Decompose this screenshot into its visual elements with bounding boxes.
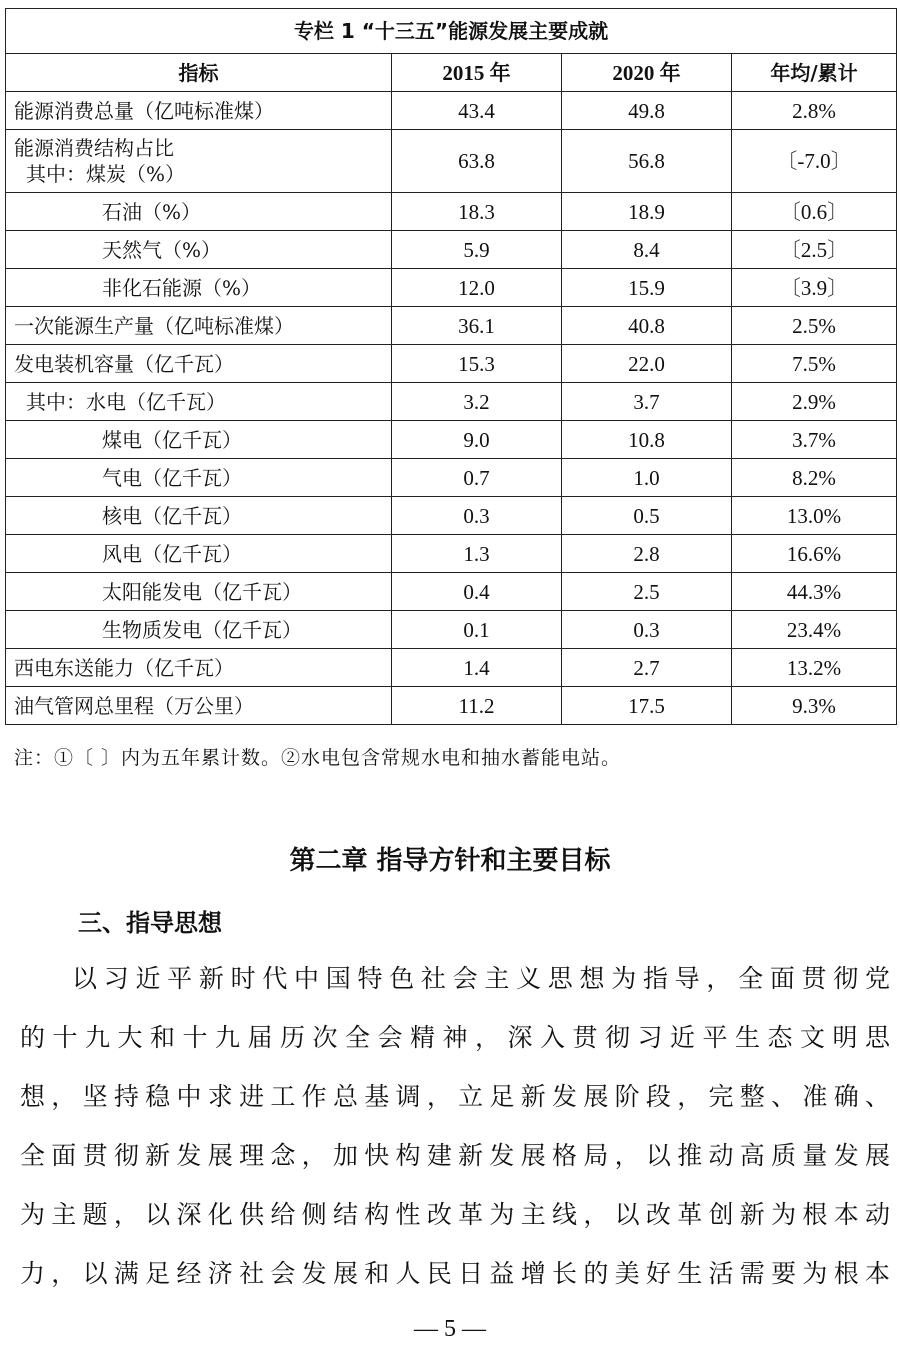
table-row xyxy=(6,269,897,307)
value-2015: 12.0 xyxy=(392,269,562,307)
header-rate: 年均/累计 xyxy=(732,54,897,92)
value-2020: 1.0 xyxy=(562,459,732,497)
value-2020: 56.8 xyxy=(562,130,732,193)
table-row xyxy=(6,130,897,193)
paragraph-line: 为主题，以深化供给侧结构性改革为主线，以改革创新为根本动 xyxy=(20,1200,890,1229)
value-rate: 8.2% xyxy=(732,459,897,497)
value-2015: 43.4 xyxy=(392,92,562,130)
paragraph-line: 全面贯彻新发展理念，加快构建新发展格局，以推动高质量发展 xyxy=(20,1141,890,1170)
value-rate: 3.7% xyxy=(732,421,897,459)
row-label-line2: 其中：煤炭（%） xyxy=(26,162,186,186)
header-2020: 2020 年 xyxy=(562,54,732,92)
value-2020: 2.5 xyxy=(562,573,732,611)
value-2020: 3.7 xyxy=(562,383,732,421)
row-label: 能源消费总量（亿吨标准煤） xyxy=(6,92,392,130)
header-indicator: 指标 xyxy=(6,54,392,92)
row-label: 煤电（亿千瓦） xyxy=(6,421,392,459)
table-row xyxy=(6,345,897,383)
value-2020: 2.8 xyxy=(562,535,732,573)
value-2015: 5.9 xyxy=(392,231,562,269)
value-2015: 0.1 xyxy=(392,611,562,649)
header-2015: 2015 年 xyxy=(392,54,562,92)
value-2015: 9.0 xyxy=(392,421,562,459)
table-header-row xyxy=(6,54,897,92)
energy-achievements-table xyxy=(5,8,897,725)
row-label xyxy=(6,130,392,193)
value-rate: 16.6% xyxy=(732,535,897,573)
value-2015: 0.7 xyxy=(392,459,562,497)
value-2020: 17.5 xyxy=(562,687,732,725)
section-title: 三、指导思想 xyxy=(78,909,222,937)
value-2015: 36.1 xyxy=(392,307,562,345)
value-2015: 18.3 xyxy=(392,193,562,231)
row-label: 油气管网总里程（万公里） xyxy=(6,687,392,725)
value-rate: 44.3% xyxy=(732,573,897,611)
value-2015: 3.2 xyxy=(392,383,562,421)
value-2015: 11.2 xyxy=(392,687,562,725)
table-row xyxy=(6,573,897,611)
value-2015: 0.3 xyxy=(392,497,562,535)
value-2020: 10.8 xyxy=(562,421,732,459)
table-row xyxy=(6,649,897,687)
row-label: 发电装机容量（亿千瓦） xyxy=(6,345,392,383)
value-rate: 〔-7.0〕 xyxy=(732,130,897,193)
value-2015: 63.8 xyxy=(392,130,562,193)
value-2015: 15.3 xyxy=(392,345,562,383)
table-row xyxy=(6,383,897,421)
value-2020: 49.8 xyxy=(562,92,732,130)
value-2015: 1.4 xyxy=(392,649,562,687)
table-row xyxy=(6,231,897,269)
table-row xyxy=(6,611,897,649)
row-label: 其中：水电（亿千瓦） xyxy=(6,383,392,421)
value-2020: 2.7 xyxy=(562,649,732,687)
value-2015: 0.4 xyxy=(392,573,562,611)
row-label: 一次能源生产量（亿吨标准煤） xyxy=(6,307,392,345)
table-row xyxy=(6,421,897,459)
value-rate: 〔3.9〕 xyxy=(732,269,897,307)
value-2020: 18.9 xyxy=(562,193,732,231)
value-rate: 9.3% xyxy=(732,687,897,725)
table-note: 注：①〔 〕内为五年累计数。②水电包含常规水电和抽水蓄能电站。 xyxy=(14,747,622,769)
table-caption-row xyxy=(6,9,897,54)
row-label: 气电（亿千瓦） xyxy=(6,459,392,497)
paragraph-line: 力，以满足经济社会发展和人民日益增长的美好生活需要为根本 xyxy=(20,1259,890,1288)
value-rate: 13.2% xyxy=(732,649,897,687)
table-row xyxy=(6,92,897,130)
row-label: 生物质发电（亿千瓦） xyxy=(6,611,392,649)
value-2020: 15.9 xyxy=(562,269,732,307)
body-paragraph xyxy=(20,958,890,1312)
paragraph-line: 想，坚持稳中求进工作总基调，立足新发展阶段，完整、准确、 xyxy=(20,1082,890,1111)
row-label: 天然气（%） xyxy=(6,231,392,269)
table-row xyxy=(6,459,897,497)
chapter-title: 第二章 指导方针和主要目标 xyxy=(289,846,611,876)
table-row xyxy=(6,307,897,345)
row-label: 太阳能发电（亿千瓦） xyxy=(6,573,392,611)
value-rate: 23.4% xyxy=(732,611,897,649)
table-row xyxy=(6,535,897,573)
value-rate: 13.0% xyxy=(732,497,897,535)
value-rate: 2.5% xyxy=(732,307,897,345)
table-row xyxy=(6,687,897,725)
value-2020: 0.5 xyxy=(562,497,732,535)
row-label: 非化石能源（%） xyxy=(6,269,392,307)
value-rate: 〔2.5〕 xyxy=(732,231,897,269)
row-label: 西电东送能力（亿千瓦） xyxy=(6,649,392,687)
page-number: — 5 — xyxy=(414,1316,486,1342)
value-2020: 40.8 xyxy=(562,307,732,345)
row-label: 石油（%） xyxy=(6,193,392,231)
value-2020: 0.3 xyxy=(562,611,732,649)
table-row xyxy=(6,193,897,231)
row-label: 核电（亿千瓦） xyxy=(6,497,392,535)
row-label-line1: 能源消费结构占比 xyxy=(14,136,174,160)
value-2015: 1.3 xyxy=(392,535,562,573)
value-rate: 〔0.6〕 xyxy=(732,193,897,231)
table-row xyxy=(6,497,897,535)
table-caption: 专栏 1 “十三五”能源发展主要成就 xyxy=(6,9,897,54)
value-rate: 7.5% xyxy=(732,345,897,383)
value-rate: 2.9% xyxy=(732,383,897,421)
row-label: 风电（亿千瓦） xyxy=(6,535,392,573)
paragraph-line: 的十九大和十九届历次全会精神，深入贯彻习近平生态文明思 xyxy=(20,1023,890,1052)
value-2020: 22.0 xyxy=(562,345,732,383)
value-rate: 2.8% xyxy=(732,92,897,130)
paragraph-line: 以习近平新时代中国特色社会主义思想为指导，全面贯彻党 xyxy=(72,964,890,993)
value-2020: 8.4 xyxy=(562,231,732,269)
